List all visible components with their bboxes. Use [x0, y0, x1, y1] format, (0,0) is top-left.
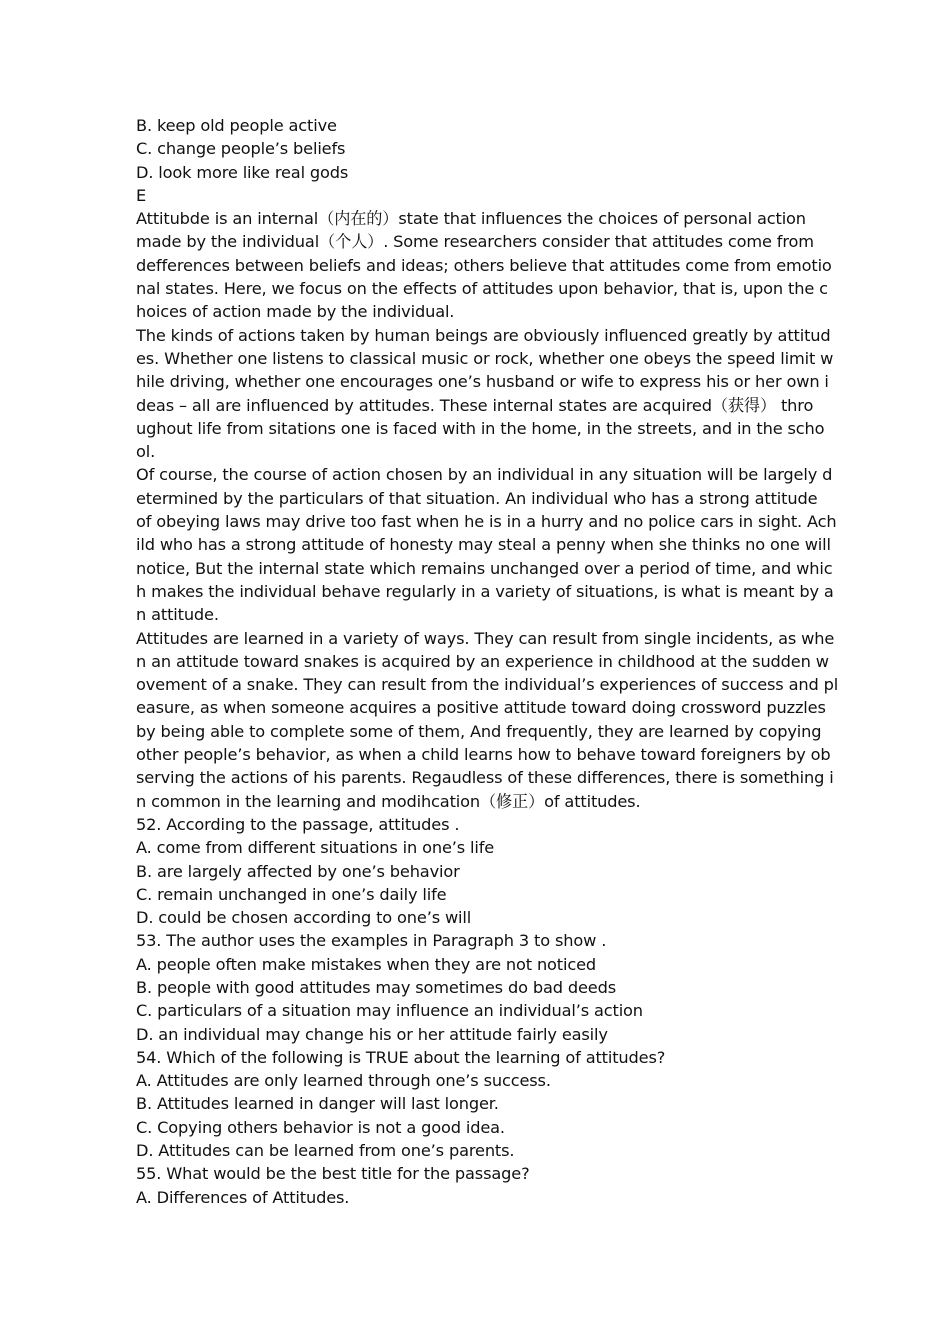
question-54: 54. Which of the following is TRUE about the learning of attitudes?: [136, 1047, 666, 1067]
text-line: D. look more like real gods: [136, 162, 349, 182]
option-line: C. Copying others behavior is not a good idea.: [136, 1117, 505, 1137]
text-line: made by the individual（个人）. Some researchers consider that attitudes come from: [136, 232, 814, 252]
text-line: notice, But the internal state which remains unchanged over a period of time, and whic: [136, 558, 833, 578]
option-line: D. an individual may change his or her attitude fairly easily: [136, 1024, 608, 1044]
option-line: D. Attitudes can be learned from one’s parents.: [136, 1141, 515, 1161]
text-line: es. Whether one listens to classical music or rock, whether one obeys the speed limit w: [136, 348, 834, 368]
text-line: by being able to complete some of them, And frequently, they are learned by copying: [136, 721, 822, 741]
text-line: Of course, the course of action chosen by an individual in any situation will be largely d: [136, 465, 833, 485]
text-line: ughout life from sitations one is faced with in the home, in the streets, and in the scho: [136, 418, 825, 438]
text-line: C. change people’s beliefs: [136, 139, 346, 159]
text-line: n an attitude toward snakes is acquired by an experience in childhood at the sudden w: [136, 651, 829, 671]
text-line: easure, as when someone acquires a positive attitude toward doing crossword puzzles: [136, 698, 826, 718]
option-line: B. Attitudes learned in danger will last longer.: [136, 1094, 499, 1114]
text-line: defferences between beliefs and ideas; others believe that attitudes come from emotio: [136, 255, 832, 275]
option-line: B. people with good attitudes may sometimes do bad deeds: [136, 977, 617, 997]
text-line: Attitudes are learned in a variety of ways. They can result from single incidents, as whe: [136, 628, 835, 648]
option-line: D. could be chosen according to one’s will: [136, 908, 472, 928]
section-heading: E: [136, 185, 147, 205]
question-55: 55. What would be the best title for the passage?: [136, 1164, 530, 1184]
question-52: 52. According to the passage, attitudes .: [136, 814, 460, 834]
text-line: ild who has a strong attitude of honesty may steal a penny when she thinks no one will: [136, 535, 831, 555]
text-line: other people’s behavior, as when a child learns how to behave toward foreigners by ob: [136, 745, 831, 765]
text-line: serving the actions of his parents. Regaudless of these differences, there is something i: [136, 768, 834, 788]
text-line: hoices of action made by the individual.: [136, 302, 455, 322]
question-53: 53. The author uses the examples in Paragraph 3 to show .: [136, 931, 607, 951]
option-line: A. Attitudes are only learned through one’s success.: [136, 1071, 551, 1091]
text-line: ol.: [136, 442, 156, 462]
text-line: of obeying laws may drive too fast when he is in a hurry and no police cars in sight. Ach: [136, 512, 837, 532]
option-line: C. remain unchanged in one’s daily life: [136, 884, 447, 904]
text-line: Attitubde is an internal（内在的）state that influences the choices of personal action: [136, 209, 806, 229]
text-line: n common in the learning and modihcation（修正）of attitudes.: [136, 791, 641, 811]
text-line: n attitude.: [136, 605, 219, 625]
text-line: etermined by the particulars of that situation. An individual who has a strong attitude: [136, 488, 818, 508]
text-line: deas – all are influenced by attitudes. These internal states are acquired（获得） thro: [136, 395, 814, 415]
option-line: A. people often make mistakes when they are not noticed: [136, 954, 597, 974]
option-line: A. come from different situations in one’s life: [136, 838, 495, 858]
text-line: B. keep old people active: [136, 116, 337, 135]
option-line: C. particulars of a situation may influence an individual’s action: [136, 1001, 643, 1021]
option-line: B. are largely affected by one’s behavior: [136, 861, 460, 881]
option-line: A. Differences of Attitudes.: [136, 1187, 350, 1207]
text-line: h makes the individual behave regularly in a variety of situations, is what is meant by a: [136, 581, 834, 601]
text-line: ovement of a snake. They can result from the individual’s experiences of success and pl: [136, 675, 839, 695]
text-line: hile driving, whether one encourages one’s husband or wife to express his or her own i: [136, 372, 829, 392]
text-line: The kinds of actions taken by human beings are obviously influenced greatly by attitud: [136, 325, 831, 345]
document-text: [136, 114, 839, 1209]
text-line: nal states. Here, we focus on the effects of attitudes upon behavior, that is, upon the c: [136, 279, 828, 299]
